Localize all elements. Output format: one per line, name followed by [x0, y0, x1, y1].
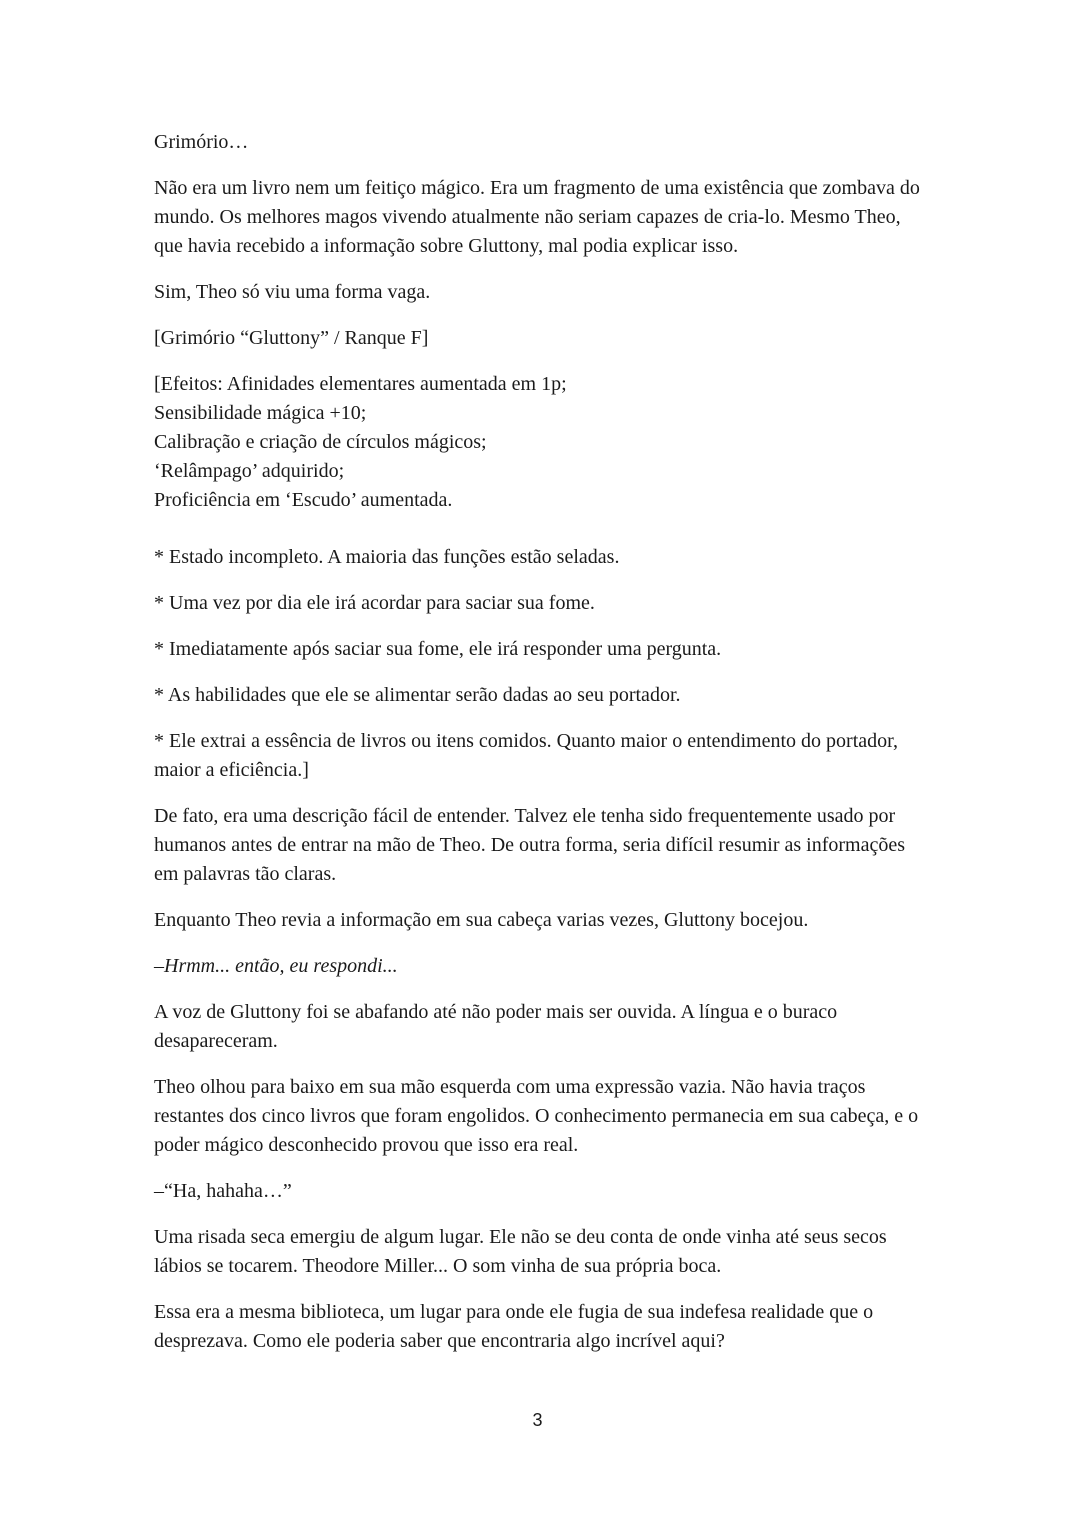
- effects-line: Calibração e criação de círculos mágicos;: [154, 431, 487, 453]
- effects-line: ‘Relâmpago’ adquirido;: [154, 460, 345, 482]
- dialogue-gluttony: –Hrmm... então, eu respondi...: [154, 955, 398, 977]
- grimoire-title-line: [Grimório “Gluttony” / Ranque F]: [154, 327, 429, 349]
- paragraph-in-fact: De fato, era uma descrição fácil de entender. Talvez ele tenha sido frequentemente usado por humanos antes de entrar na mão de Theo. De outra forma, seria difícil resumir as informações em palavras tão claras.: [154, 805, 906, 885]
- effects-line: Proficiência em ‘Escudo’ aumentada.: [154, 489, 453, 511]
- paragraph-library: Essa era a mesma biblioteca, um lugar para onde ele fugia de sua indefesa realidade que o desprezava. Como ele poderia saber que encontraria algo incrível aqui?: [154, 1301, 874, 1352]
- effects-block: [154, 370, 934, 515]
- effects-line: [Efeitos: Afinidades elementares aumentada em 1p;: [154, 373, 567, 395]
- effects-line: Sensibilidade mágica +10;: [154, 402, 367, 424]
- page-number: 3: [532, 1410, 543, 1430]
- note-item: * Imediatamente após saciar sua fome, ele irá responder uma pergunta.: [154, 638, 722, 660]
- page-body: [154, 128, 934, 1373]
- note-item: * Ele extrai a essência de livros ou itens comidos. Quanto maior o entendimento do portador, maior a eficiência.]: [154, 730, 899, 781]
- paragraph-grimoire: Grimório…: [154, 131, 249, 153]
- note-item: * As habilidades que ele se alimentar serão dadas ao seu portador.: [154, 684, 681, 706]
- paragraph-dry-laugh: Uma risada seca emergiu de algum lugar. Ele não se deu conta de onde vinha até seus secos lábios se tocarem. Theodore Miller... O som vinha de sua própria boca.: [154, 1226, 887, 1277]
- paragraph-vague-form: Sim, Theo só viu uma forma vaga.: [154, 281, 431, 303]
- note-item: * Estado incompleto. A maioria das funções estão seladas.: [154, 546, 620, 568]
- paragraph-description: Não era um livro nem um feitiço mágico. Era um fragmento de uma existência que zombava do mundo. Os melhores magos vivendo atualmente não seriam capazes de cria-lo. Mesmo Theo, que havia recebido a informação sobre Gluttony, mal podia explicar isso.: [154, 177, 920, 257]
- paragraph-yawn: Enquanto Theo revia a informação em sua cabeça varias vezes, Gluttony bocejou.: [154, 909, 809, 931]
- note-item: * Uma vez por dia ele irá acordar para saciar sua fome.: [154, 592, 595, 614]
- paragraph-left-hand: Theo olhou para baixo em sua mão esquerda com uma expressão vazia. Não havia traços restantes dos cinco livros que foram engolidos. O conhecimento permanecia em sua cabeça, e o poder mágico desconhecido provou que isso era real.: [154, 1076, 919, 1156]
- paragraph-voice-fades: A voz de Gluttony foi se abafando até não poder mais ser ouvida. A língua e o buraco desapareceram.: [154, 1001, 838, 1052]
- dialogue-laugh: –“Ha, hahaha…”: [154, 1180, 292, 1202]
